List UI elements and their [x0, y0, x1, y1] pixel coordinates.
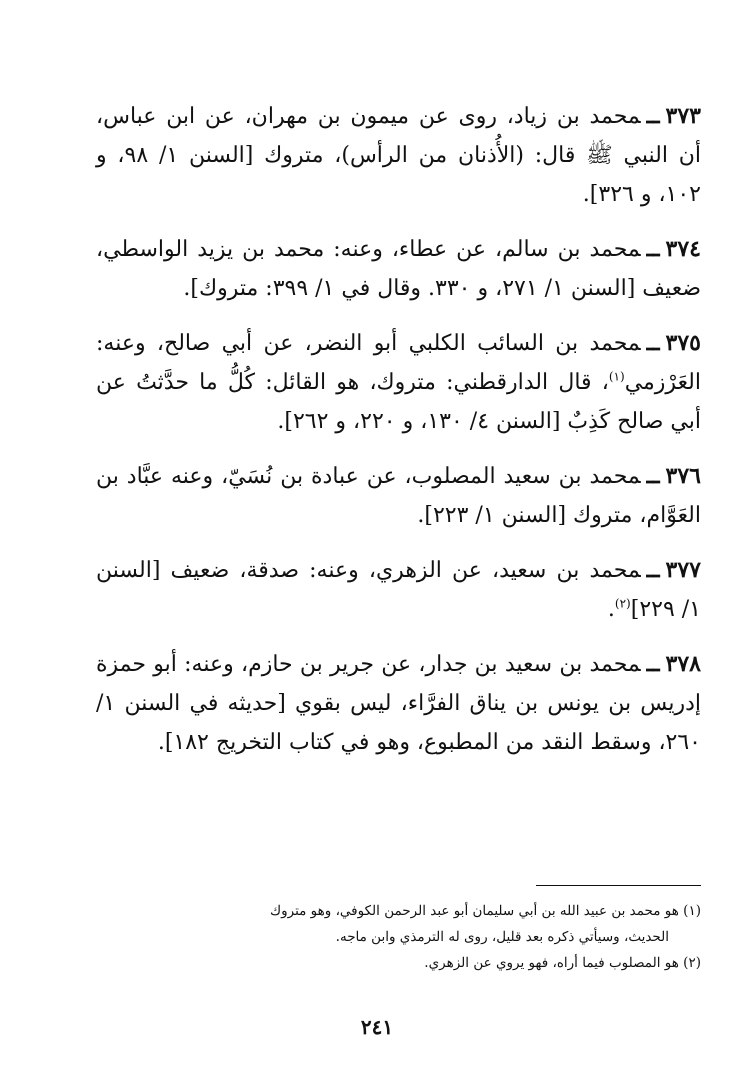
- entry-number: ٣٧٥: [665, 330, 701, 356]
- footnote-ref-2[interactable]: (٢): [614, 596, 631, 611]
- entry-dash: ــ: [646, 330, 660, 356]
- footnote-text: هو محمد بن عبيد الله بن أبي سليمان أبو عبد الرحمن الكوفي، وهو متروك: [269, 903, 679, 919]
- footnote-2: [96, 950, 701, 976]
- entry-dash: ــ: [646, 651, 660, 677]
- entry-text: محمد بن سعيد، عن الزهري، وعنه: صدقة، ضعيف [السنن ١/ ٢٢٩]: [96, 558, 701, 622]
- footnote-divider: [536, 885, 701, 886]
- entry-375: [96, 324, 701, 441]
- entry-373: [96, 97, 701, 214]
- entry-number: ٣٧٦: [665, 463, 701, 489]
- entry-377: [96, 551, 701, 629]
- entry-text: محمد بن سعيد المصلوب، عن عبادة بن نُسَيّ، وعنه عبَّاد بن العَوَّام، متروك [السنن ١/ ٢٢٣].: [96, 464, 701, 528]
- entry-number: ٣٧٤: [665, 236, 701, 262]
- entry-dash: ــ: [646, 463, 660, 489]
- entry-dash: ــ: [646, 103, 660, 129]
- footnote-marker: (٢): [683, 955, 701, 971]
- entry-text: محمد بن زياد، روى عن ميمون بن مهران، عن ابن عباس، أن النبي ﷺ قال: (الأُذنان من الرأس)، متروك [السنن ١/ ٩٨، و ١٠٢، و ٣٢٦].: [96, 104, 702, 207]
- footnotes: [96, 885, 701, 976]
- entry-text-cont: ، قال الدارقطني: متروك، هو القائل: كُلُّ ما حدَّثتُ عن أبي صالح كَذِبٌ [السنن ٤/ ١٣٠، و ٢٢٠، و ٢٦٢].: [96, 370, 701, 434]
- entry-376: [96, 457, 701, 535]
- entry-number: ٣٧٣: [665, 103, 701, 129]
- entry-dash: ــ: [646, 557, 660, 583]
- entry-text: محمد بن سعيد بن جدار، عن جرير بن حازم، وعنه: أبو حمزة إدريس بن يونس بن يناق الفرَّاء، ليس بقوي [حديثه في السنن ١/ ٢٦٠، وسقط النقد من المطبوع، وهو في كتاب التخريج ١٨٢].: [96, 652, 701, 755]
- entry-text: محمد بن السائب الكلبي أبو النضر، عن أبي صالح، وعنه: العَرْزمي: [96, 331, 701, 395]
- page-number: ٢٤١: [360, 1015, 394, 1039]
- entry-text-cont: .: [607, 597, 615, 622]
- footnote-marker: (١): [683, 903, 701, 919]
- entry-number: ٣٧٨: [665, 651, 701, 677]
- entry-number: ٣٧٧: [665, 557, 701, 583]
- entry-378: [96, 645, 701, 762]
- footnote-text-cont: الحديث، وسيأتي ذكره بعد قليل، روى له الترمذي وابن ماجه.: [335, 929, 669, 945]
- footnote-ref-1[interactable]: (١): [608, 369, 625, 384]
- footnote-text: هو المصلوب فيما أراه، فهو يروي عن الزهري.: [424, 955, 679, 971]
- entry-text: محمد بن سالم، عن عطاء، وعنه: محمد بن يزيد الواسطي، ضعيف [السنن ١/ ٢٧١، و ٣٣٠. وقال في ١/ ٣٩٩: متروك].: [96, 237, 701, 301]
- entry-374: [96, 230, 701, 308]
- entry-dash: ــ: [646, 236, 660, 262]
- footnote-1: [96, 898, 701, 950]
- main-text: [96, 97, 701, 778]
